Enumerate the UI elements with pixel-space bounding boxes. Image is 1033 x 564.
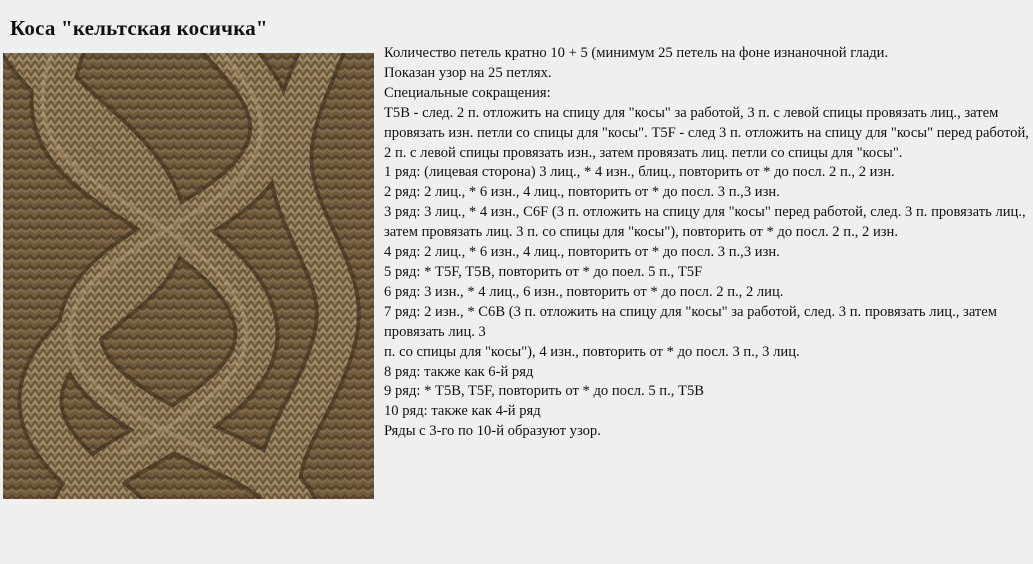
pattern-instructions bbox=[384, 44, 1030, 442]
instruction-line: 8 ряд: также как 6-й ряд bbox=[384, 363, 534, 380]
page-title: Коса "кельтская косичка" bbox=[10, 16, 268, 40]
knit-pattern-photo bbox=[3, 53, 374, 499]
instruction-line: 9 ряд: * T5B, T5F, повторить от * до посл. 5 п., T5B bbox=[384, 383, 704, 400]
instruction-line: п. со спицы для "косы"), 4 изн., повторить от * до посл. 3 п., 3 лиц. bbox=[384, 343, 800, 360]
instruction-line: T5B - след. 2 п. отложить на спицу для "косы" за работой, 3 п. с левой спицы провязать лиц., затем провязать изн. петли со спицы для "косы". T5F - след 3 п. отложить на спицу для "косы" перед работой, 2 п. с левой спицы провязать изн., затем провязать лиц. петли со спицы для "косы". bbox=[384, 104, 1029, 161]
instruction-line: 1 ряд: (лицевая сторона) 3 лиц., * 4 изн., блиц., повторить от * до посл. 2 п., 2 изн. bbox=[384, 164, 895, 181]
instruction-line: Количество петель кратно 10 + 5 (минимум 25 петель на фоне изнаночной глади. bbox=[384, 45, 889, 61]
instruction-line: 6 ряд: 3 изн., * 4 лиц., 6 изн., повторить от * до посл. 2 п., 2 лиц. bbox=[384, 283, 784, 300]
instruction-line: 5 ряд: * T5F, T5B, повторить от * до поел. 5 п., T5F bbox=[384, 263, 703, 280]
instruction-line: Специальные сокращения: bbox=[384, 84, 551, 101]
cable-knit-illustration bbox=[3, 53, 374, 499]
instruction-line: 2 ряд: 2 лиц., * 6 изн., 4 лиц., повторить от * до посл. 3 п.,3 изн. bbox=[384, 184, 780, 201]
instruction-line: 7 ряд: 2 изн., * C6B (3 п. отложить на спицу для "косы" за работой, след. 3 п. провязать лиц., затем провязать лиц. 3 bbox=[384, 303, 998, 340]
instruction-line: 3 ряд: 3 лиц., * 4 изн., C6F (3 п. отложить на спицу для "косы" перед работой, след. 3 п. провязать лиц., затем провязать лиц. 3 п. со спицы для "косы"), повторить от * до посл. 2 п., 2 изн. bbox=[384, 204, 1026, 241]
instruction-line: Показан узор на 25 петлях. bbox=[384, 64, 552, 81]
instruction-line: Ряды с 3-го по 10-й образуют узор. bbox=[384, 423, 601, 440]
instruction-line: 4 ряд: 2 лиц., * 6 изн., 4 лиц., повторить от * до посл. 3 п.,3 изн. bbox=[384, 244, 780, 261]
instruction-line: 10 ряд: также как 4-й ряд bbox=[384, 403, 541, 420]
